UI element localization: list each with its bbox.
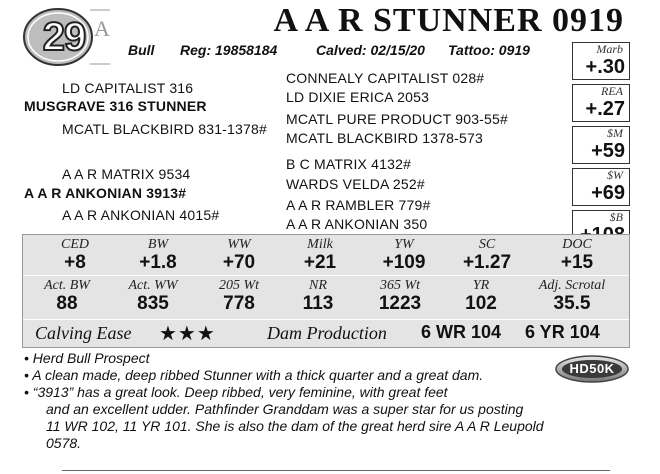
perf-value: 113	[302, 293, 334, 314]
pedigree-dsd: WARDS VELDA 252#	[286, 176, 425, 192]
bottom-divider	[62, 470, 610, 471]
note-line: • Herd Bull Prospect	[24, 350, 150, 366]
perf-205-wt	[197, 279, 281, 315]
epd-value: +109	[382, 252, 426, 273]
side-epd-column	[572, 42, 630, 252]
perf-label: Act. WW	[128, 278, 178, 293]
epd-label: REA	[601, 84, 623, 98]
note-line: 0578.	[46, 435, 82, 451]
dam-production-yr: 6 YR 104	[525, 322, 600, 342]
note-line: 11 WR 102, 11 YR 101. She is also the dam of the great herd sire A A R Leupold	[46, 418, 544, 434]
epd-yw	[363, 238, 445, 274]
pedigree-ddd: A A R ANKONIAN 350	[286, 216, 428, 232]
note-line: and an excellent udder. Pathfinder Granddam was a super star for us posting	[46, 401, 524, 417]
perf-yr	[445, 279, 517, 315]
hd50k-label: HD50K	[569, 361, 615, 376]
note-line: • “3913” has a great look. Deep ribbed, very feminine, with great feet	[24, 384, 448, 400]
perf-act-bw	[25, 279, 109, 315]
perf-value: 88	[56, 293, 78, 314]
epd-ww	[201, 238, 277, 274]
epd-label: Milk	[307, 237, 333, 252]
pedigree-dam: A A R ANKONIAN 3913#	[24, 185, 187, 201]
pedigree-sdd: MCATL BLACKBIRD 1378-573	[286, 130, 483, 146]
epd-box-rea	[572, 84, 630, 122]
performance-grid	[22, 234, 630, 348]
perf-365-wt	[355, 279, 445, 315]
epd-value: +.30	[585, 56, 625, 78]
dam-production-wr: 6 WR 104	[421, 322, 502, 342]
perf-label: 365 Wt	[379, 278, 421, 293]
epd-label: WW	[227, 237, 251, 252]
epd-doc	[529, 238, 625, 274]
epd-value: +70	[222, 252, 256, 273]
epd-sc	[445, 238, 529, 274]
perf-label: NR	[309, 278, 327, 293]
perf-nr	[281, 279, 355, 315]
svg-text:A: A	[94, 16, 110, 41]
sex-label: Bull	[128, 42, 155, 58]
pedigree-sds: MCATL PURE PRODUCT 903-55#	[286, 111, 509, 127]
epd-value: +59	[591, 140, 625, 162]
pedigree-ssd: LD DIXIE ERICA 2053	[286, 89, 430, 105]
pedigree-dss: B C MATRIX 4132#	[286, 156, 412, 172]
dam-production-label: Dam Production	[267, 323, 387, 343]
calving-ease-label: Calving Ease	[35, 323, 132, 343]
notes	[24, 350, 544, 452]
epd-label: $M	[607, 126, 623, 140]
perf-adj-scrotal	[517, 279, 627, 315]
pedigree-sire: MUSGRAVE 316 STUNNER	[24, 98, 207, 114]
pedigree-dds: A A R RAMBLER 779#	[286, 197, 431, 213]
epd-box-m	[572, 126, 630, 164]
epd-label: Marb	[596, 42, 623, 56]
epd-box-marb	[572, 42, 630, 80]
grid-divider	[23, 319, 629, 320]
epd-label: BW	[147, 237, 169, 252]
perf-value: 1223	[378, 293, 422, 314]
calving-ease-stars: ★★★	[159, 323, 216, 345]
epd-label: YW	[394, 237, 414, 252]
pedigree-ds: A A R MATRIX 9534	[62, 166, 191, 182]
epd-value: +1.27	[462, 252, 512, 273]
animal-name: A A R STUNNER 0919	[273, 2, 624, 39]
perf-value: 102	[465, 293, 497, 314]
perf-value: 35.5	[553, 293, 591, 314]
lot-number: 29	[42, 14, 86, 59]
epd-value: +15	[560, 252, 594, 273]
epd-label: $W	[607, 168, 623, 182]
epd-bw	[115, 238, 201, 274]
epd-ced	[35, 238, 115, 274]
epd-value: +8	[64, 252, 86, 273]
epd-label: SC	[478, 237, 496, 252]
perf-value: 778	[223, 293, 255, 314]
epd-value: +1.8	[139, 252, 177, 273]
epd-value: +69	[591, 182, 625, 204]
pedigree-dd: A A R ANKONIAN 4015#	[62, 207, 220, 223]
epd-milk	[277, 238, 363, 274]
lot-badge	[18, 6, 110, 68]
note-line: • A clean made, deep ribbed Stunner with a thick quarter and a great dam.	[24, 367, 484, 383]
epd-label: DOC	[562, 237, 592, 252]
pedigree-sss: CONNEALY CAPITALIST 028#	[286, 70, 485, 86]
epd-label: CED	[61, 237, 89, 252]
calved-date: Calved: 02/15/20	[316, 42, 425, 58]
perf-label: Act. BW	[44, 278, 90, 293]
perf-act-ww	[109, 279, 197, 315]
epd-box-w	[572, 168, 630, 206]
perf-value: 835	[137, 293, 169, 314]
epd-value: +.27	[585, 98, 625, 120]
pedigree-sd: MCATL BLACKBIRD 831-1378#	[62, 121, 267, 137]
pedigree-ss: LD CAPITALIST 316	[62, 80, 194, 96]
perf-label: Adj. Scrotal	[538, 278, 606, 293]
perf-label: YR	[472, 278, 490, 293]
grid-divider	[23, 275, 629, 276]
epd-value: +21	[303, 252, 337, 273]
perf-label: 205 Wt	[218, 278, 260, 293]
epd-label: $B	[609, 210, 623, 224]
registration-number: Reg: 19858184	[180, 42, 278, 58]
tattoo: Tattoo: 0919	[448, 42, 530, 58]
hd50k-badge	[554, 354, 630, 384]
